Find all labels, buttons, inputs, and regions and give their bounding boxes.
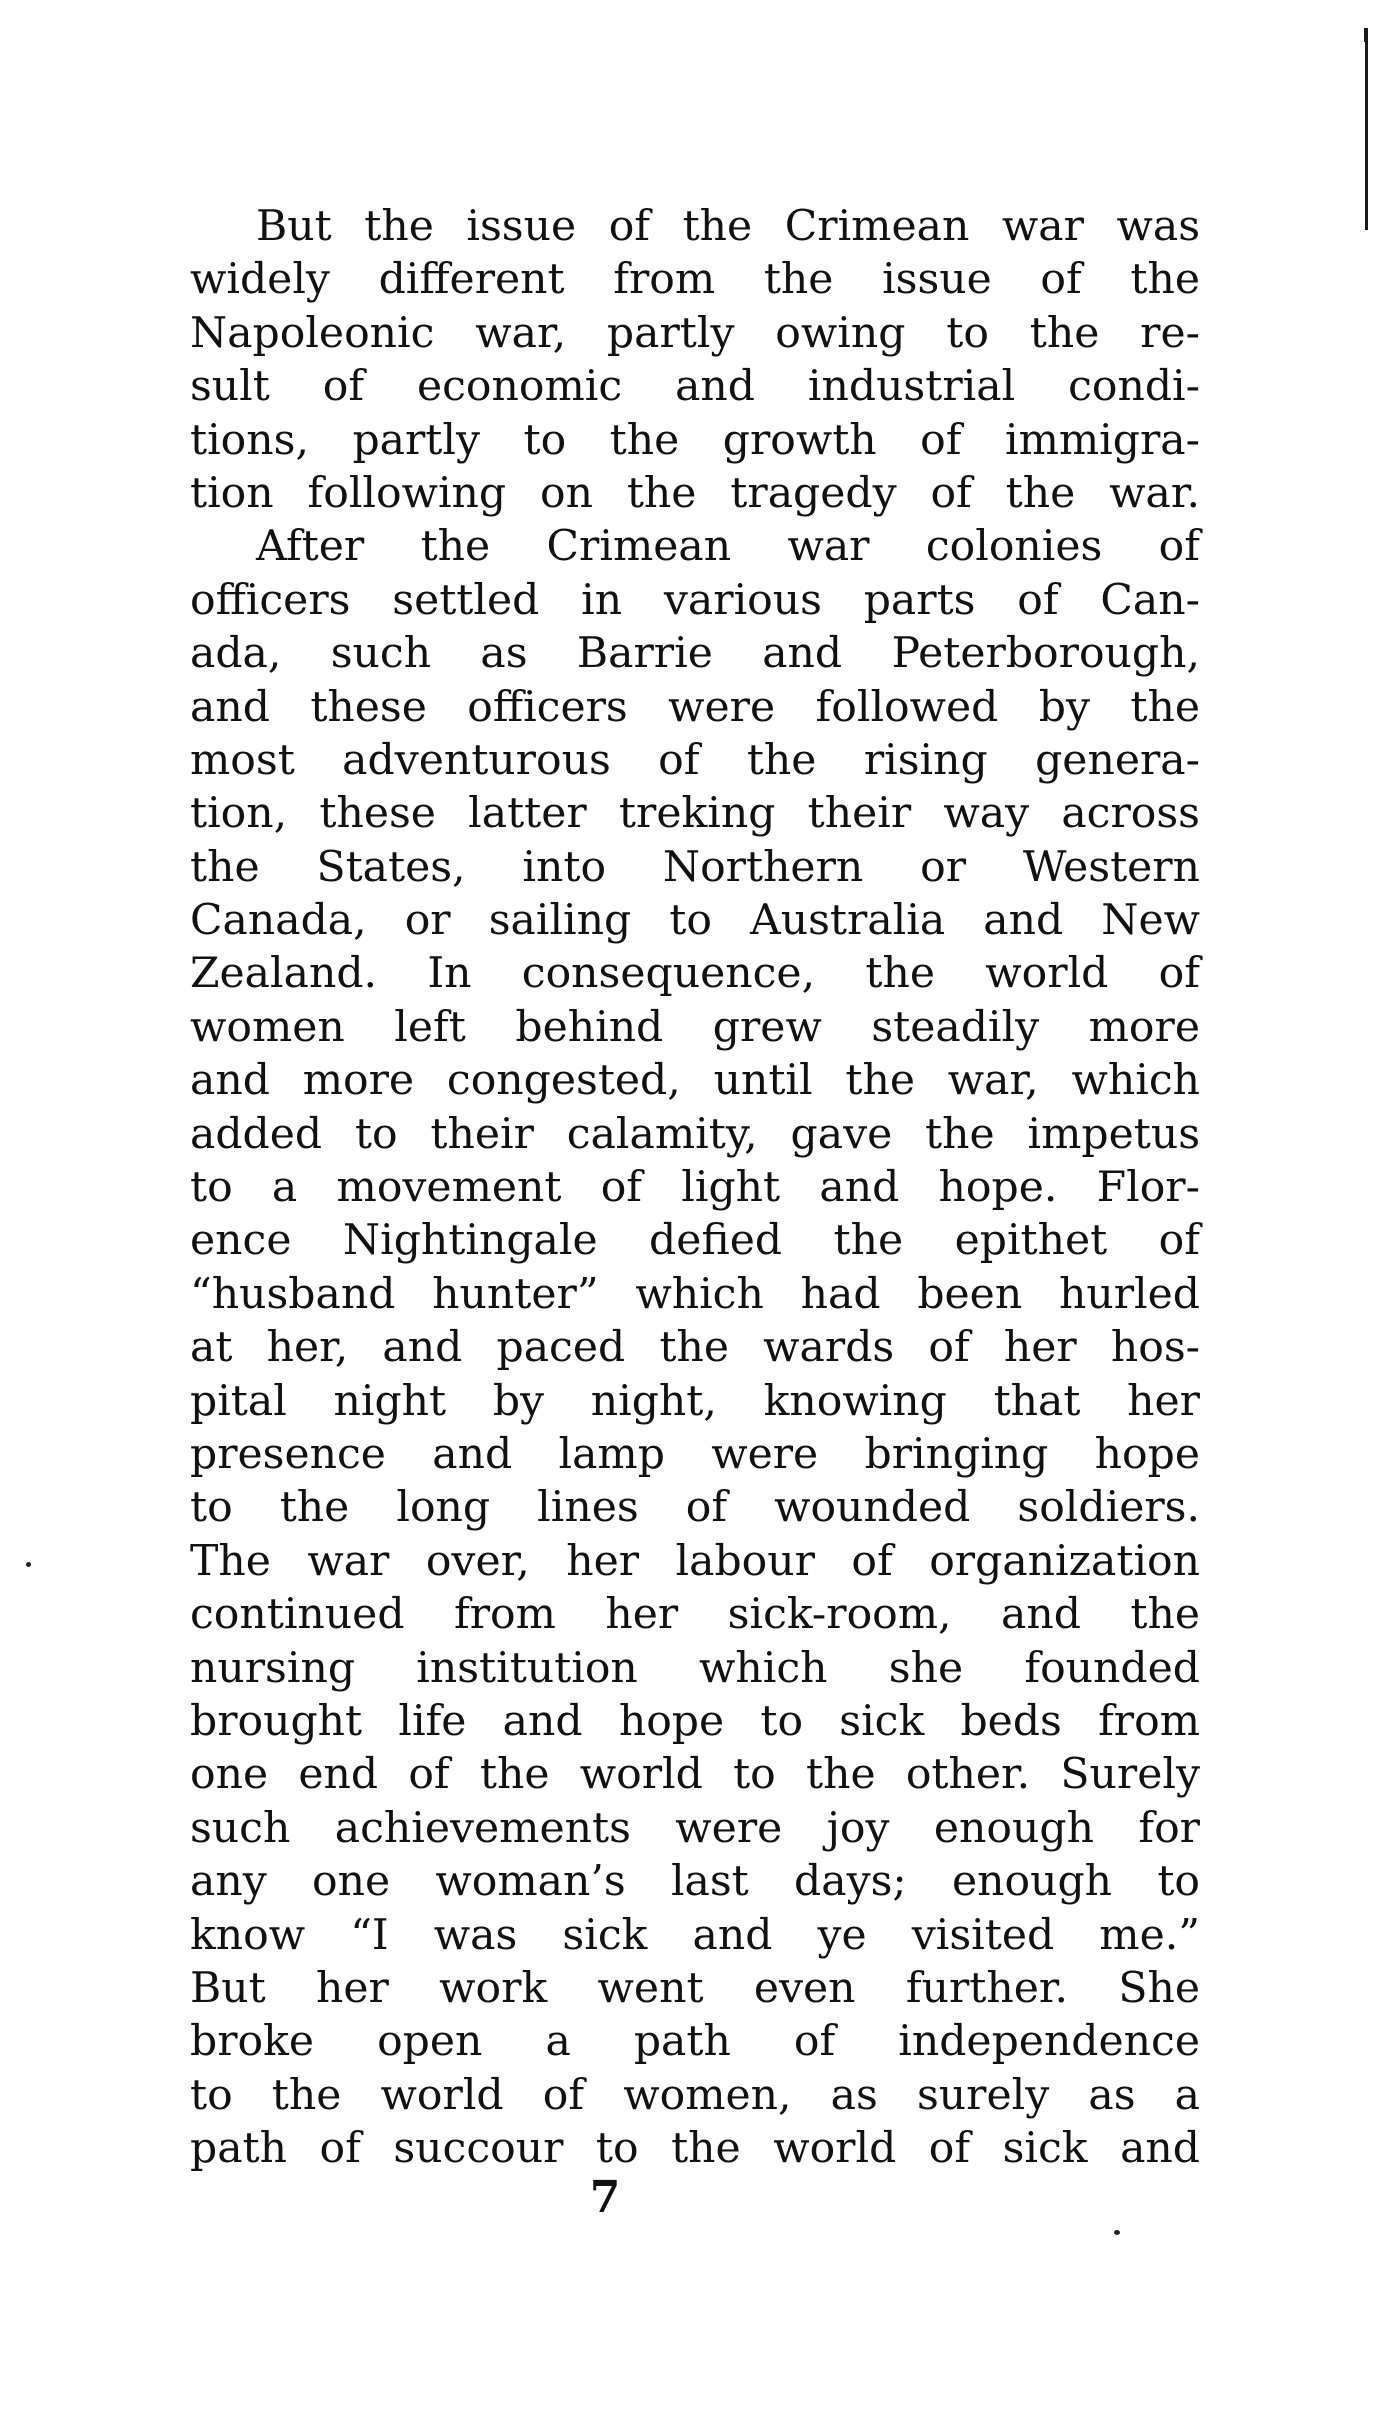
text-line: and more congested, until the war, which: [190, 1056, 1200, 1106]
text-line: the States, into Northern or Western: [190, 842, 1200, 892]
text-line: to a movement of light and hope. Flor-: [190, 1163, 1200, 1213]
text-line: one end of the world to the other. Surely: [190, 1750, 1200, 1800]
text-line: ence Nightingale defied the epithet of: [190, 1216, 1200, 1266]
text-line: any one woman’s last days; enough to: [190, 1857, 1200, 1907]
text-line: tions, partly to the growth of immigra-: [190, 415, 1200, 465]
text-line: Canada, or sailing to Australia and New: [190, 896, 1200, 946]
text-line: to the world of women, as surely as a: [190, 2070, 1200, 2120]
text-line: The war over, her labour of organization: [190, 1536, 1200, 1586]
text-line: But the issue of the Crimean war was: [256, 202, 1200, 251]
text-line: tion, these latter treking their way across: [190, 789, 1200, 839]
paragraph-1: [190, 200, 1200, 520]
text-line: to the long lines of wounded soldiers.: [190, 1483, 1200, 1533]
text-line: sult of economic and industrial condi-: [190, 362, 1200, 412]
text-line: widely different from the issue of the: [190, 255, 1200, 305]
text-line: officers settled in various parts of Can-: [190, 575, 1200, 625]
text-line: ada, such as Barrie and Peterborough,: [190, 629, 1200, 679]
body-text: [190, 200, 1200, 2175]
text-line: nursing institution which she founded: [190, 1643, 1200, 1693]
text-line: added to their calamity, gave the impetus: [190, 1109, 1200, 1159]
text-line: Napoleonic war, partly owing to the re-: [190, 308, 1200, 358]
text-line: tion following on the tragedy of the war.: [190, 468, 1200, 518]
text-line: Zealand. In consequence, the world of: [190, 949, 1200, 999]
text-line: women left behind grew steadily more: [190, 1002, 1200, 1052]
text-line: path of succour to the world of sick and: [190, 2124, 1200, 2174]
text-line: pital night by night, knowing that her: [190, 1376, 1200, 1426]
text-line: most adventurous of the rising genera-: [190, 735, 1200, 785]
page-number: 7: [589, 2172, 621, 2223]
scan-speck: [26, 1562, 31, 1567]
text-line: at her, and paced the wards of her hos-: [190, 1323, 1200, 1373]
text-line: such achievements were joy enough for: [190, 1803, 1200, 1853]
text-line: presence and lamp were bringing hope: [190, 1429, 1200, 1479]
text-line: and these officers were followed by the: [190, 682, 1200, 732]
text-line: After the Crimean war colonies of: [256, 522, 1200, 572]
scan-edge-line: [1365, 40, 1368, 230]
text-line: know “I was sick and ye visited me.”: [190, 1910, 1200, 1960]
text-line: continued from her sick-room, and the: [190, 1590, 1200, 1640]
text-line: brought life and hope to sick beds from: [190, 1696, 1200, 1746]
text-line: broke open a path of independence: [190, 2017, 1200, 2067]
paragraph-2: [190, 520, 1200, 2175]
scan-speck: [1114, 2230, 1120, 2235]
text-line: “husband hunter” which had been hurled: [190, 1269, 1200, 1319]
text-line: But her work went even further. She: [190, 1963, 1200, 2013]
